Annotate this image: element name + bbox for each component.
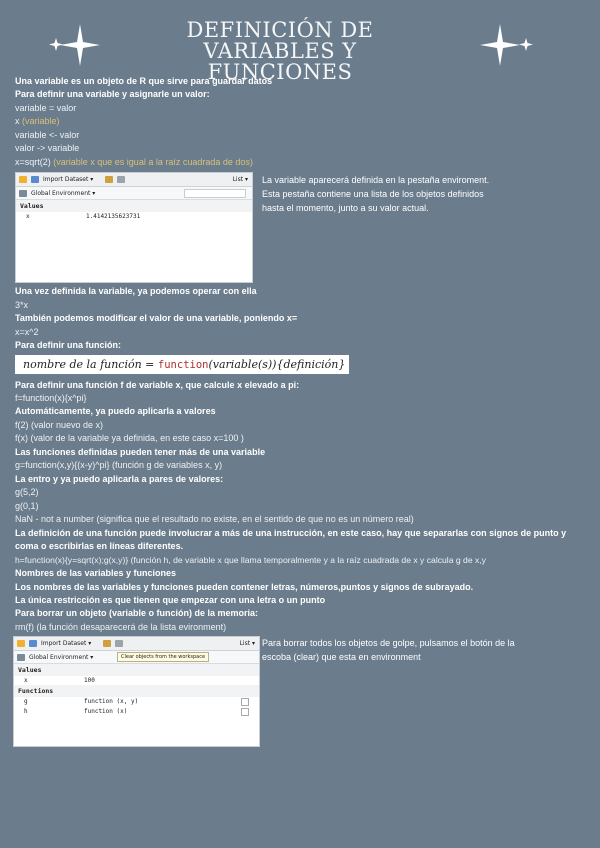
variable-row [14, 676, 259, 685]
text-line: La definición de una función puede involucrar a más de una instrucción, en este caso, hay que separarlas con signos de punto y [15, 528, 567, 538]
variable-value: 100 [84, 677, 95, 684]
text-line: f(2) (valor nuevo de x) [15, 420, 104, 430]
function-name: h [24, 708, 28, 715]
clear-tooltip: Clear objects from the workspace [117, 652, 209, 662]
text-line: variable <- valor [15, 130, 80, 140]
variable-name: x [26, 213, 30, 220]
values-section: Values [16, 200, 252, 212]
text-line: Una vez definida la variable, ya podemos operar con ella [15, 286, 257, 296]
import-dataset-button: Import Dataset ▾ [41, 640, 92, 647]
text-line: Los nombres de las variables y funciones pueden contener letras, números,puntos y signos de subrayado. [15, 582, 474, 592]
open-icon [17, 640, 25, 647]
text-line: x (variable) [15, 116, 60, 126]
text-line: x=x^2 [15, 327, 39, 337]
function-name: g [24, 698, 28, 705]
function-value: function (x) [84, 708, 128, 715]
broom-icon [105, 176, 113, 183]
text-line: valor -> variable [15, 143, 80, 153]
function-row [14, 697, 259, 707]
text-line: Automáticamente, ya puedo aplicarla a valores [15, 406, 216, 416]
text-line: h=function(x){y=sqrt(x);g(x,y)} (función h, de variable x que llama temporalmente y a la raíz cuadrada de x y calcula g de x,y [15, 555, 486, 565]
env-toolbar [16, 173, 252, 187]
sparkle-left-icon [46, 22, 102, 68]
refresh-icon [115, 640, 123, 647]
formula-name: nombre de la función = [23, 358, 158, 371]
env-scope-bar [16, 187, 252, 200]
text-line: La única restricción es que tienen que empezar con una letra o un punto [15, 595, 326, 605]
text-line: Nombres de las variables y funciones [15, 568, 177, 578]
text-line: La entro y ya puedo aplicarla a pares de valores: [15, 474, 224, 484]
functions-section: Functions [14, 685, 259, 697]
title-line-2: FUNCIONES [207, 60, 353, 84]
sparkle-right-icon [478, 22, 534, 68]
list-view-button: List ▾ [239, 640, 255, 647]
global-environment-select: Global Environment ▾ [29, 653, 94, 661]
text-line: coma o escribirlas en líneas diferentes. [15, 541, 184, 551]
text-line: f=function(x){x^pi} [15, 393, 87, 403]
text-line: La variable aparecerá definida en la pestaña enviroment. [262, 175, 490, 185]
formula-keyword: function [157, 359, 209, 371]
save-icon [31, 176, 39, 183]
text-line: Las funciones definidas pueden tener más de una variable [15, 447, 266, 457]
refresh-icon [117, 176, 125, 183]
title-line-1: DEFINICIÓN DE VARIABLES Y [186, 18, 374, 63]
function-syntax-box [15, 355, 349, 374]
text-line: NaN - not a number (significa que el resultado no existe, en el sentido de que no es un número real) [15, 514, 414, 524]
list-view-button: List ▾ [232, 176, 248, 183]
text-line: Una variable es un objeto de R que sirve para guardar datos [15, 76, 273, 86]
text-line: También podemos modificar el valor de una variable, poniendo x= [15, 313, 298, 323]
text-line: rm(f) (la función desaparecerá de la lista evironment) [15, 622, 227, 632]
global-environment-select: Global Environment ▾ [31, 189, 96, 197]
text-line: escoba (clear) que esta en environment [262, 652, 421, 662]
text-line: variable = valor [15, 103, 77, 113]
env-toolbar [14, 637, 259, 651]
import-dataset-button: Import Dataset ▾ [43, 176, 94, 183]
variable-name: x [24, 677, 28, 684]
broom-icon [103, 640, 111, 647]
save-icon [29, 640, 37, 647]
function-row [14, 707, 259, 717]
text-line: g(0,1) [15, 501, 39, 511]
text-line: Para definir una función: [15, 340, 122, 350]
environment-screenshot-1 [15, 172, 253, 283]
variable-value: 1.4142135623731 [86, 213, 141, 220]
text-line: g(5,2) [15, 487, 39, 497]
formula-args: (variable(s)) [208, 358, 277, 371]
page-title [120, 20, 440, 83]
text-line: Para borrar todos los objetos de golpe, pulsamos el botón de la [262, 638, 515, 648]
text-line: hasta el momento, junto a su valor actual. [262, 203, 429, 213]
text-line: Para borrar un objeto (variable o función) de la memoria: [15, 608, 259, 618]
text-line: x=sqrt(2) (variable x que es igual a la raíz cuadrada de dos) [15, 157, 253, 167]
env-icon [17, 654, 25, 661]
function-view-icon [241, 698, 249, 706]
function-view-icon [241, 708, 249, 716]
text-line: f(x) (valor de la variable ya definida, en este caso x=100 ) [15, 433, 244, 443]
env-scope-bar [14, 651, 259, 664]
text-line: 3*x [15, 300, 29, 310]
text-line: Para definir una variable y asignarle un valor: [15, 89, 210, 99]
values-section: Values [14, 664, 259, 676]
text-line: Esta pestaña contiene una lista de los objetos definidos [262, 189, 484, 199]
text-line: g=function(x,y){(x-y)^pi} (función g de variables x, y) [15, 460, 223, 470]
function-value: function (x, y) [84, 698, 139, 705]
formula-body: {definición} [276, 358, 346, 371]
variable-row [16, 212, 252, 221]
search-input [184, 189, 246, 198]
text-line: Para definir una función f de variable x, que calcule x elevado a pi: [15, 380, 300, 390]
env-icon [19, 190, 27, 197]
open-icon [19, 176, 27, 183]
environment-screenshot-2 [13, 636, 260, 747]
